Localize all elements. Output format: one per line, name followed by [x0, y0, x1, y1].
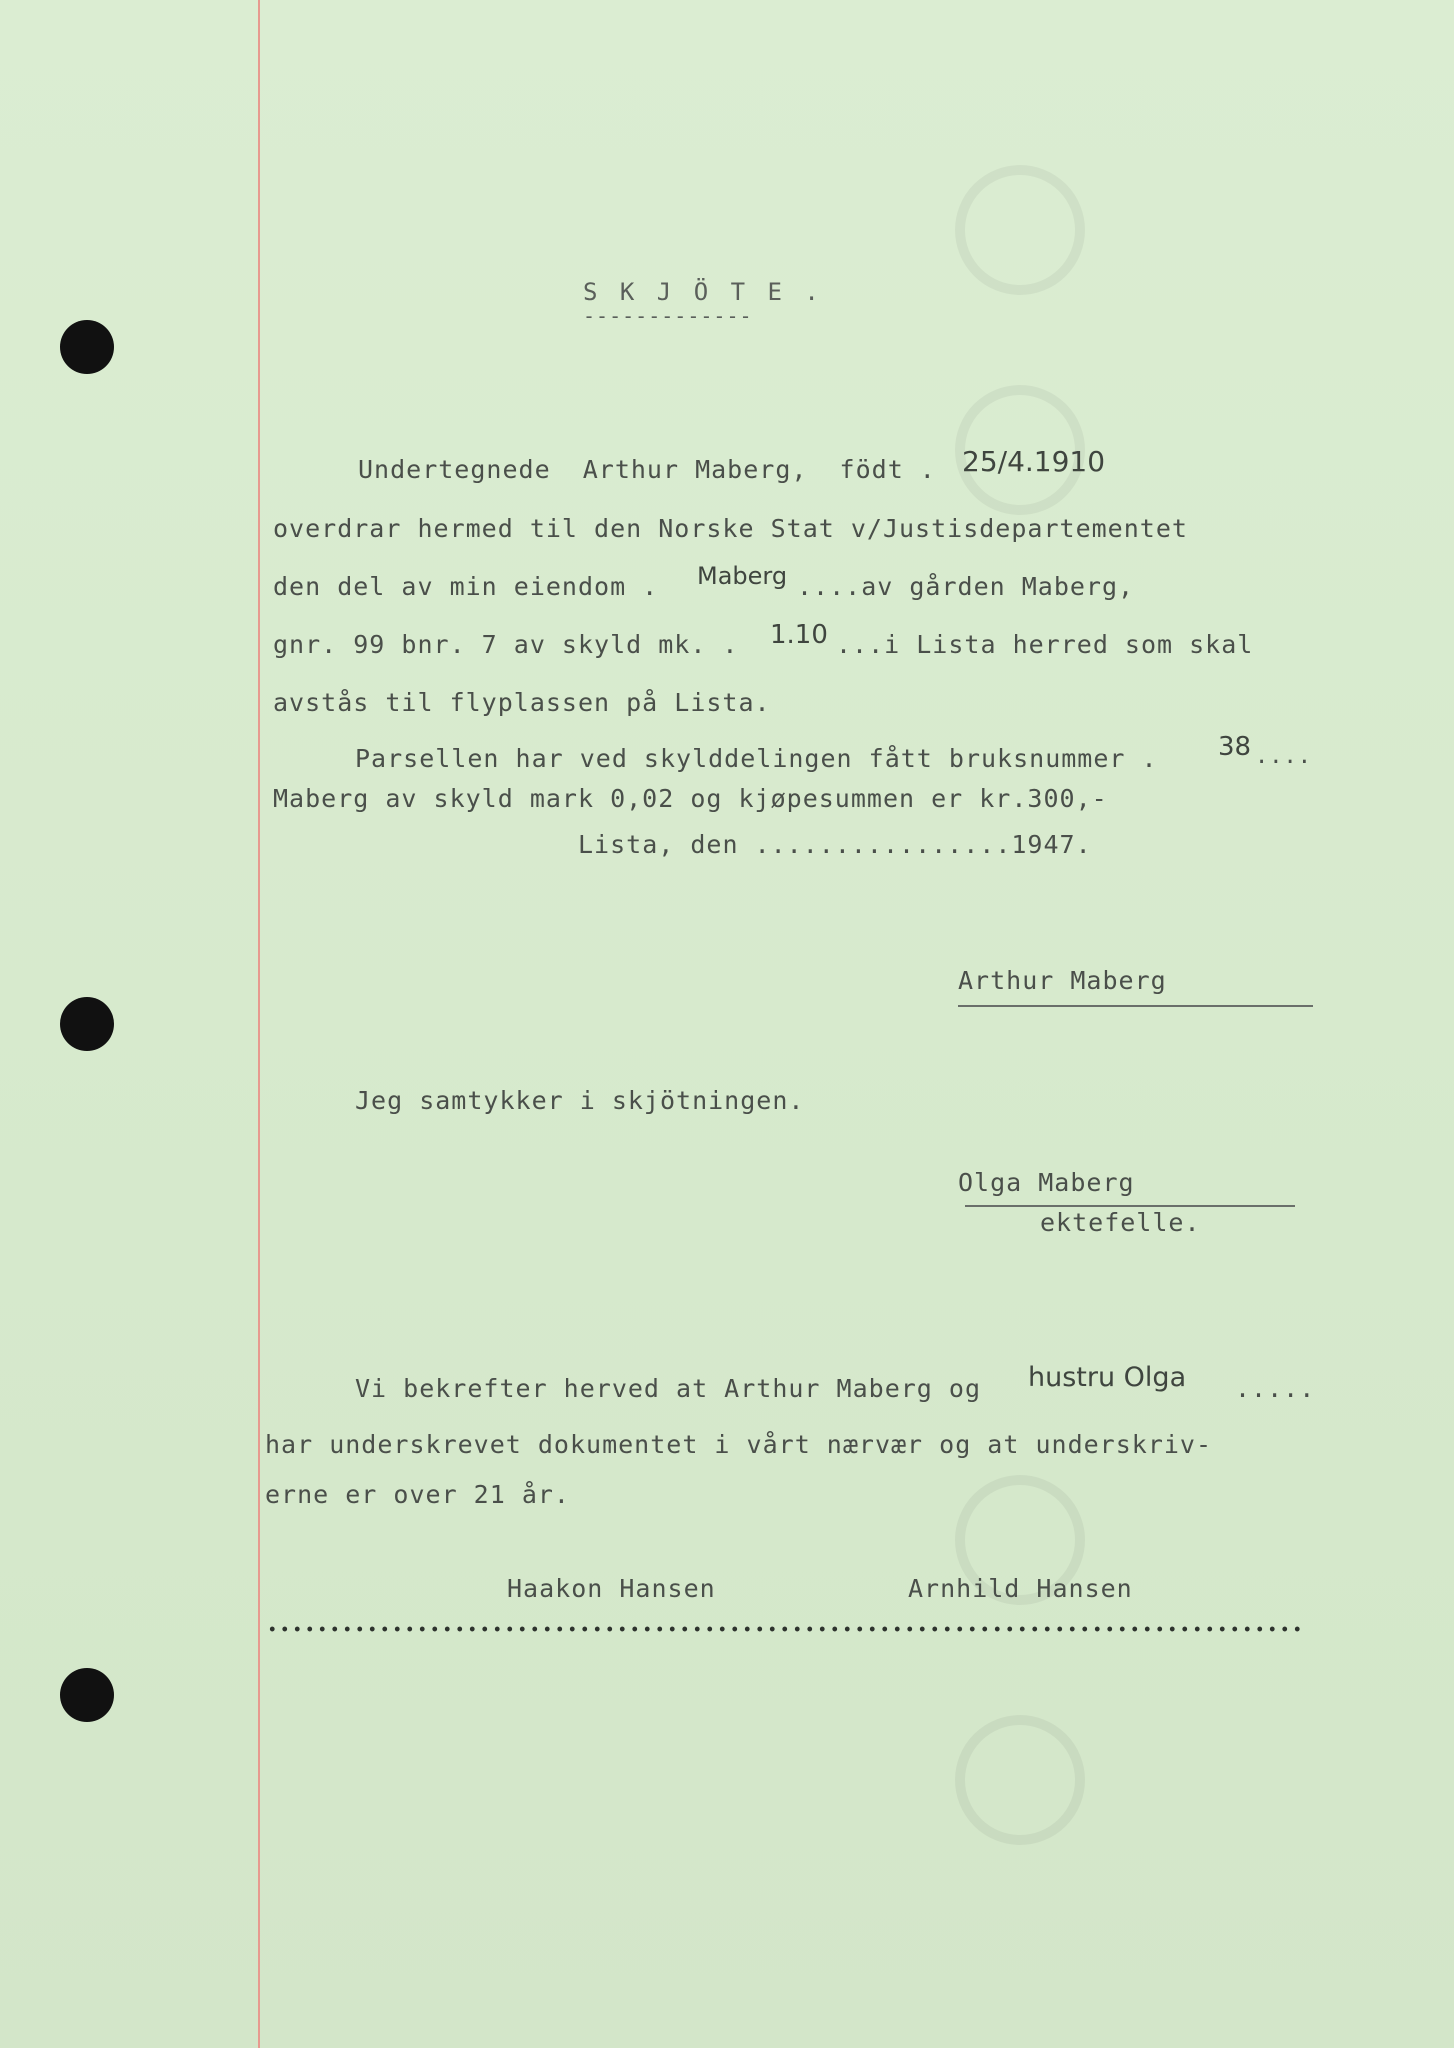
handwritten-skyld: 1.10: [770, 620, 828, 650]
witness-line-1a: Vi bekrefter herved at Arthur Maberg og: [355, 1374, 998, 1403]
deed-line-4b: ...i Lista herred som skal: [836, 630, 1254, 659]
seller-signature-line: [958, 1005, 1313, 1007]
deed-line-1: Undertegnede Arthur Maberg, födt .: [358, 455, 936, 484]
handwritten-birth-date: 25/4.1910: [962, 445, 1106, 478]
punch-hole-middle: [60, 997, 114, 1051]
parcel-line-1a: Parsellen har ved skylddelingen fått bruksnummer .: [355, 744, 1158, 773]
handwritten-bruksnummer: 38: [1218, 732, 1252, 762]
place-date-line: Lista, den ................1947.: [578, 830, 1092, 859]
handwritten-property-name: Maberg: [697, 562, 788, 590]
seller-signature-name: Arthur Maberg: [958, 966, 1167, 995]
witness-1-name: Haakon Hansen: [507, 1574, 716, 1603]
parcel-line-1b: ....: [1255, 744, 1312, 769]
witness-line-1b: .....: [1235, 1374, 1316, 1403]
title-underline: -------------: [583, 304, 753, 328]
spouse-signature-line: [965, 1205, 1295, 1207]
punch-hole-bottom: [60, 1668, 114, 1722]
spouse-role: ektefelle.: [1040, 1208, 1201, 1237]
faint-watermark-stamp: [920, 120, 1120, 1980]
parcel-line-2: Maberg av skyld mark 0,02 og kjøpesummen er kr.300,-: [273, 784, 1108, 813]
punch-hole-top: [60, 320, 114, 374]
deed-line-5: avstås til flyplassen på Lista.: [273, 688, 771, 717]
document-title: S K J Ö T E .: [583, 278, 823, 306]
deed-line-3b: ....av gården Maberg,: [797, 572, 1135, 601]
margin-rule: [258, 0, 260, 2048]
spouse-signature-name: Olga Maberg: [958, 1168, 1135, 1197]
witness-dotted-line: [266, 1626, 1301, 1632]
witness-line-3: erne er over 21 år.: [265, 1480, 570, 1509]
consent-text: Jeg samtykker i skjötningen.: [355, 1086, 805, 1115]
deed-line-2: overdrar hermed til den Norske Stat v/Justisdepartementet: [273, 514, 1188, 543]
deed-line-3a: den del av min eiendom .: [273, 572, 659, 601]
deed-line-4a: gnr. 99 bnr. 7 av skyld mk. .: [273, 630, 739, 659]
witness-line-2: har underskrevet dokumentet i vårt nærvær og at underskriv-: [265, 1430, 1213, 1459]
handwritten-spouse: hustru Olga: [1028, 1362, 1187, 1393]
witness-2-name: Arnhild Hansen: [908, 1574, 1133, 1603]
